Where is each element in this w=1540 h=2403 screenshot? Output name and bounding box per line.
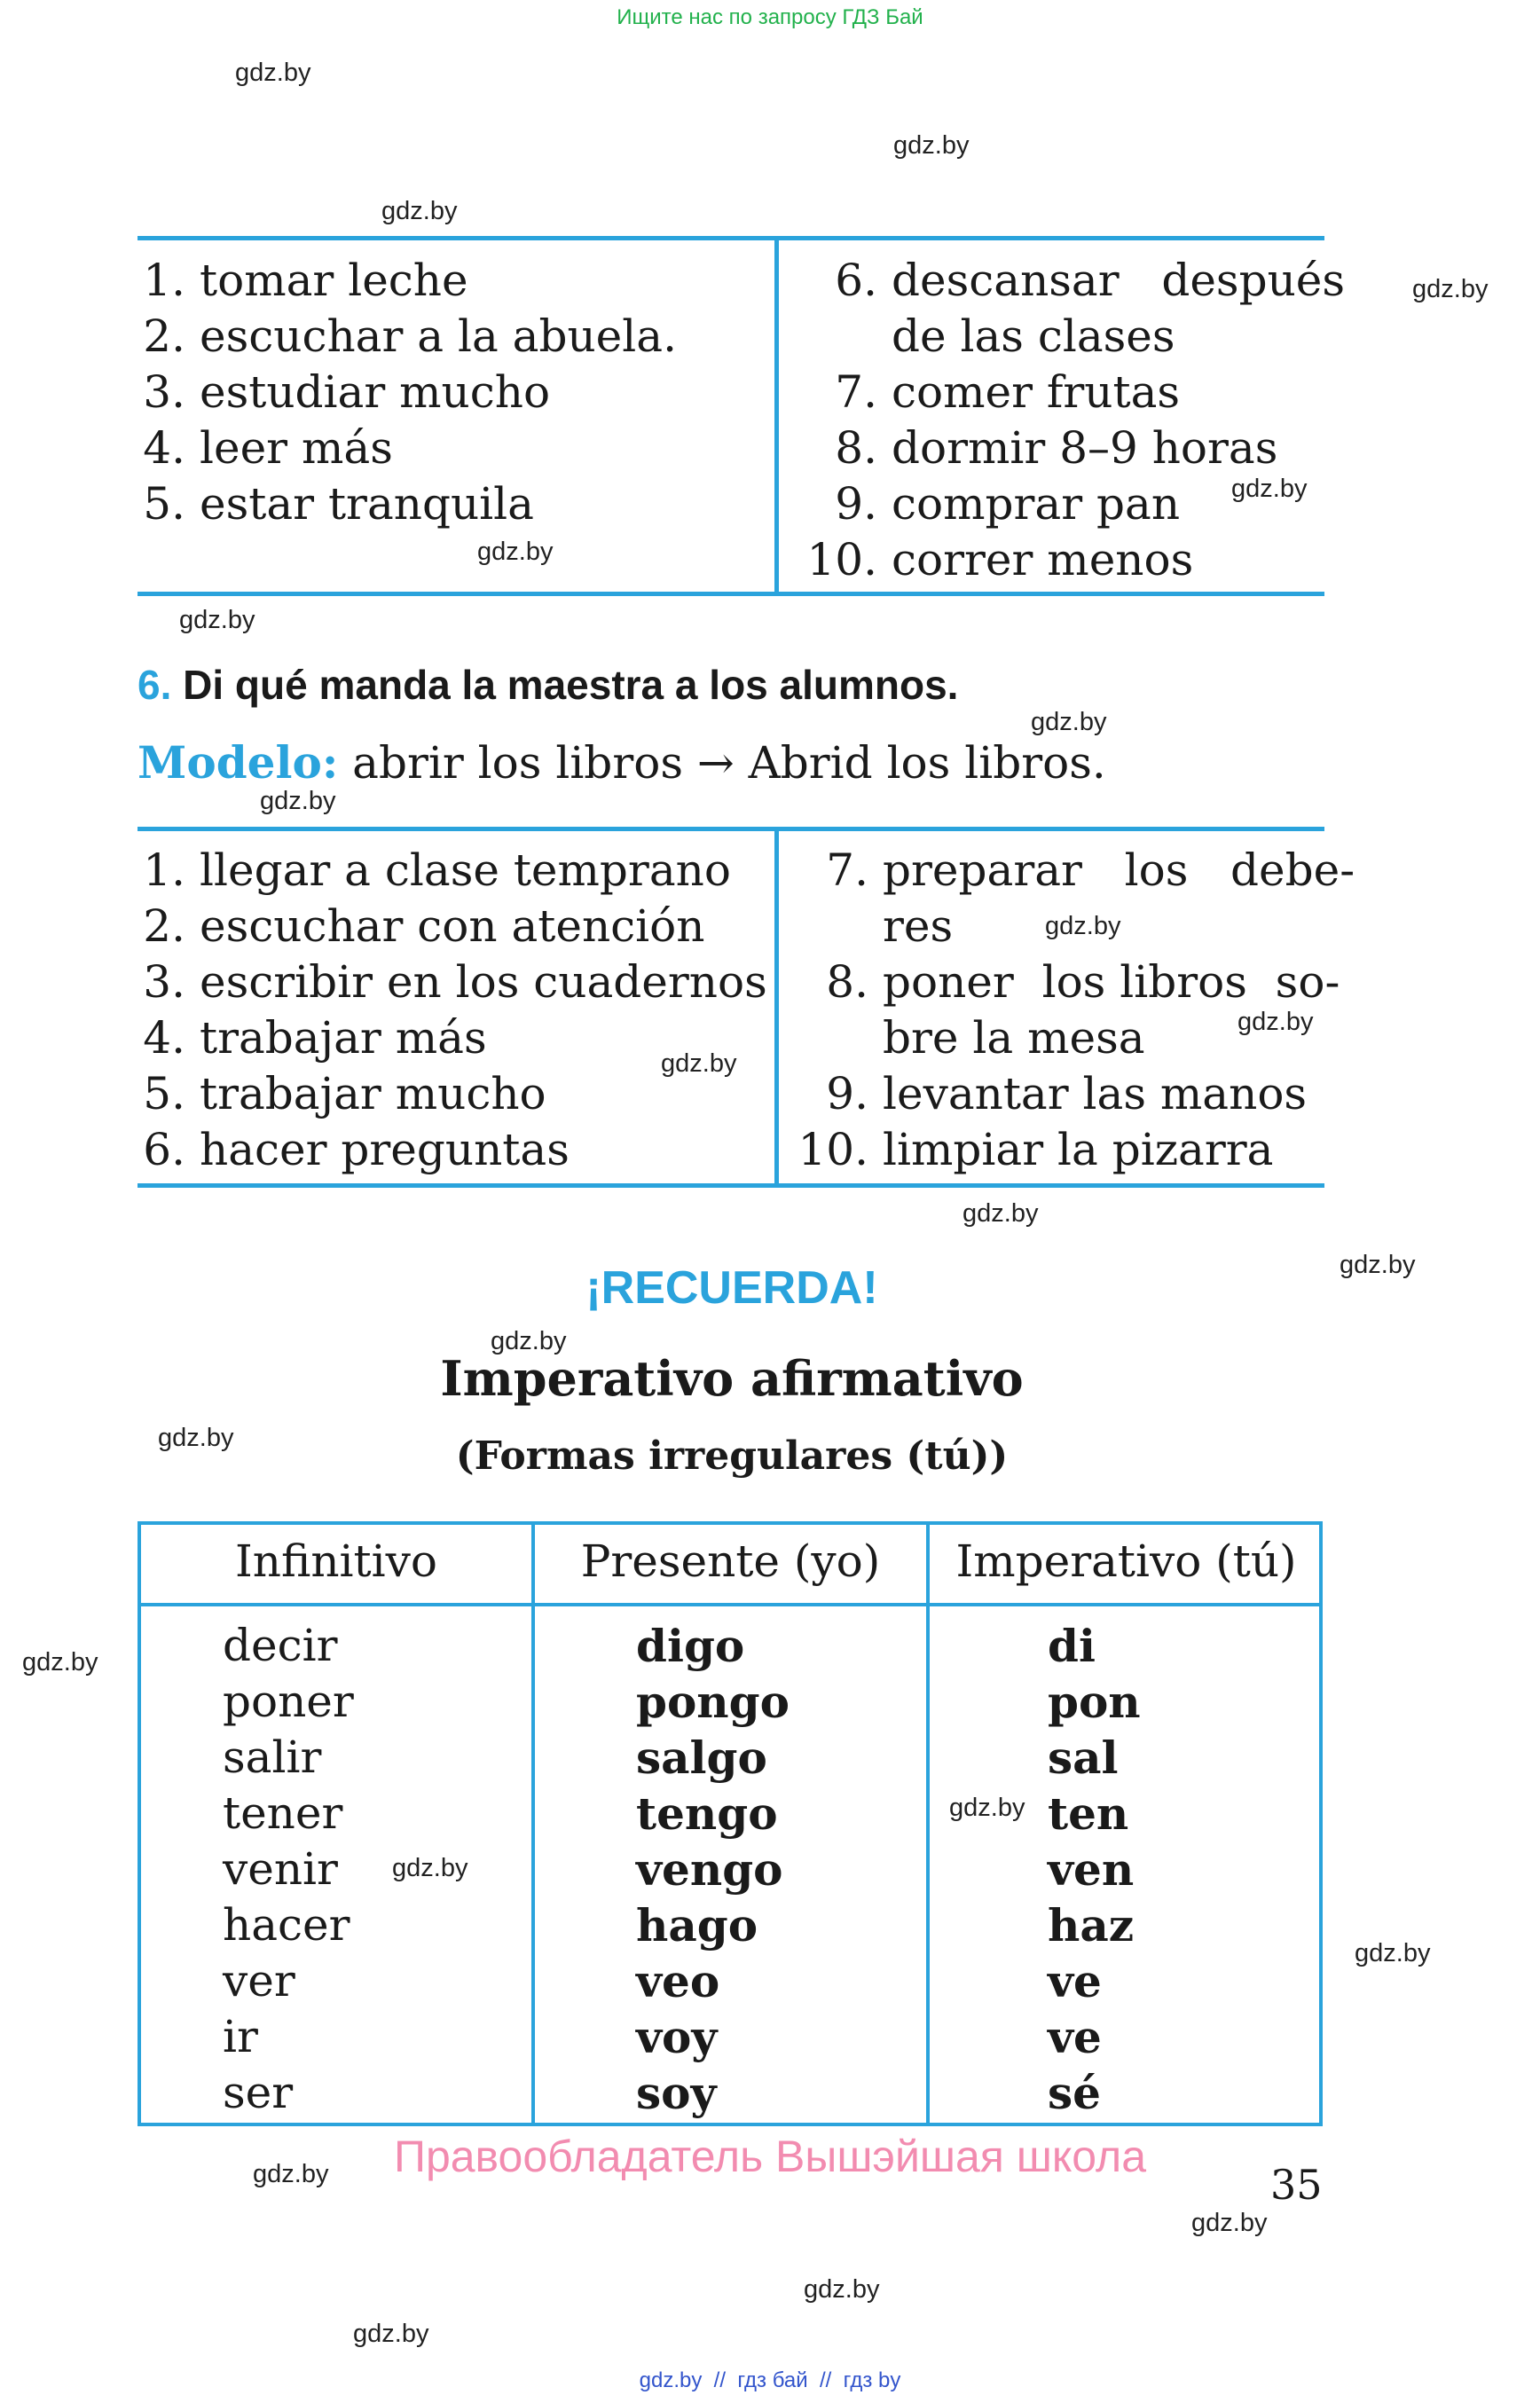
model-label: Modelo: bbox=[138, 736, 339, 789]
table-cell: soy bbox=[636, 2067, 717, 2119]
watermark: gdz.by bbox=[1191, 2209, 1268, 2237]
list-item: 3. estudiar mucho bbox=[143, 366, 551, 418]
table-cell: pongo bbox=[636, 1676, 790, 1728]
header-infinitivo: Infinitivo bbox=[235, 1535, 437, 1587]
list-item: 9. levantar las manos bbox=[826, 1068, 1308, 1119]
table-cell: ser bbox=[223, 2067, 294, 2118]
imperativo-subtitle: (Formas irregulares (tú)) bbox=[455, 1433, 1009, 1479]
watermark: gdz.by bbox=[392, 1854, 468, 1882]
list-item: 10. limpiar la pizarra bbox=[798, 1124, 1274, 1175]
exercise6-model bbox=[138, 736, 1106, 789]
watermark: gdz.by bbox=[962, 1199, 1039, 1228]
list-item: 9. comprar pan bbox=[835, 478, 1181, 530]
table-cell: sé bbox=[1048, 2067, 1101, 2119]
watermark: gdz.by bbox=[22, 1648, 98, 1677]
table-cell: poner bbox=[223, 1676, 354, 1727]
list-item: 5. estar tranquila bbox=[143, 478, 534, 530]
watermark: gdz.by bbox=[477, 538, 554, 566]
watermark: gdz.by bbox=[353, 2320, 429, 2348]
watermark: gdz.by bbox=[949, 1794, 1025, 1822]
table-cell: ten bbox=[1048, 1787, 1129, 1840]
watermark: gdz.by bbox=[1412, 275, 1489, 303]
table-cell: veo bbox=[636, 1955, 720, 2007]
list-item: 2. escuchar a la abuela. bbox=[143, 310, 677, 362]
exercise6-top-rule bbox=[138, 827, 1324, 831]
table-cell: salgo bbox=[636, 1732, 767, 1784]
watermark: gdz.by bbox=[1031, 708, 1107, 736]
table-cell: voy bbox=[636, 2011, 718, 2063]
list-item: 1. llegar a clase temprano bbox=[143, 844, 731, 896]
exercise5-divider bbox=[774, 236, 779, 596]
table-cell: hacer bbox=[223, 1899, 350, 1951]
list-item: 2. escuchar con atención bbox=[143, 900, 705, 952]
watermark: gdz.by bbox=[260, 787, 336, 815]
watermark: gdz.by bbox=[1355, 1939, 1431, 1967]
top-banner: Ищите нас по запросу ГДЗ Бай bbox=[617, 5, 923, 29]
imperativo-table bbox=[138, 1521, 1323, 2126]
watermark: gdz.by bbox=[253, 2160, 329, 2188]
list-item: 8. poner los libros so- bbox=[826, 956, 1340, 1008]
table-cell: hago bbox=[636, 1899, 758, 1951]
list-item: res bbox=[883, 900, 954, 952]
table-divider bbox=[926, 1525, 930, 2123]
exercise5-bottom-rule bbox=[138, 592, 1324, 596]
watermark: gdz.by bbox=[1238, 1008, 1314, 1036]
table-cell: ver bbox=[223, 1955, 295, 2006]
table-cell: ve bbox=[1048, 2011, 1102, 2063]
table-header-rule bbox=[141, 1603, 1319, 1606]
list-item: 4. leer más bbox=[143, 422, 393, 474]
imperativo-column bbox=[1048, 1618, 1141, 2121]
list-item: 6. hacer preguntas bbox=[143, 1124, 570, 1175]
watermark: gdz.by bbox=[381, 197, 458, 225]
table-divider bbox=[531, 1525, 535, 2123]
presente-column bbox=[636, 1618, 790, 2121]
watermark: gdz.by bbox=[1045, 912, 1121, 940]
infinitivo-column bbox=[223, 1618, 354, 2121]
table-cell: venir bbox=[223, 1843, 338, 1895]
watermark: gdz.by bbox=[661, 1049, 737, 1078]
table-cell: di bbox=[1048, 1620, 1096, 1672]
list-item: 10. correr menos bbox=[806, 534, 1194, 585]
watermark: gdz.by bbox=[1340, 1251, 1416, 1279]
table-cell: tener bbox=[223, 1787, 343, 1839]
table-cell: salir bbox=[223, 1732, 322, 1783]
exercise6-divider bbox=[774, 827, 779, 1188]
watermark: gdz.by bbox=[179, 606, 255, 634]
list-item: 1. tomar leche bbox=[143, 255, 468, 306]
model-text: abrir los libros → Abrid los libros. bbox=[338, 737, 1106, 789]
table-cell: ir bbox=[223, 2011, 258, 2062]
copyright-notice: Правообладатель Вышэйшая школа bbox=[394, 2132, 1146, 2181]
list-item: 3. escribir en los cuadernos bbox=[143, 956, 767, 1008]
list-item: bre la mesa bbox=[883, 1012, 1145, 1064]
exercise5-right-column bbox=[794, 253, 1345, 588]
watermark: gdz.by bbox=[893, 131, 970, 160]
list-item: de las clases bbox=[892, 310, 1175, 362]
exercise6-title bbox=[138, 661, 958, 709]
watermark: gdz.by bbox=[158, 1424, 234, 1452]
exercise6-left-column bbox=[138, 843, 767, 1178]
exercise5-left-column bbox=[138, 253, 677, 532]
list-item: 8. dormir 8–9 horas bbox=[835, 422, 1278, 474]
recuerda-heading: ¡RECUERDA! bbox=[585, 1262, 878, 1314]
list-item: 4. trabajar más bbox=[143, 1012, 487, 1064]
table-cell: digo bbox=[636, 1620, 745, 1672]
table-cell: ven bbox=[1048, 1843, 1135, 1896]
list-item: 7. comer frutas bbox=[835, 366, 1181, 418]
exercise5-top-rule bbox=[138, 236, 1324, 240]
table-cell: haz bbox=[1048, 1899, 1135, 1951]
table-cell: vengo bbox=[636, 1843, 783, 1896]
imperativo-title: Imperativo afirmativo bbox=[440, 1350, 1024, 1407]
exercise6-title-text: Di qué manda la maestra a los alumnos. bbox=[183, 662, 959, 708]
watermark: gdz.by bbox=[804, 2275, 880, 2304]
watermark: gdz.by bbox=[491, 1327, 567, 1355]
table-cell: pon bbox=[1048, 1676, 1141, 1728]
watermark: gdz.by bbox=[1231, 475, 1308, 503]
header-imperativo: Imperativo (tú) bbox=[955, 1535, 1297, 1587]
table-cell: sal bbox=[1048, 1732, 1119, 1784]
exercise6-number: 6. bbox=[138, 662, 172, 708]
bottom-banner: gdz.by // гдз бай // гдз by bbox=[639, 2368, 901, 2392]
table-cell: decir bbox=[223, 1620, 338, 1671]
list-item: 5. trabajar mucho bbox=[143, 1068, 546, 1119]
table-cell: ve bbox=[1048, 1955, 1102, 2007]
header-presente: Presente (yo) bbox=[580, 1535, 881, 1587]
exercise6-bottom-rule bbox=[138, 1183, 1324, 1188]
page-number: 35 bbox=[1270, 2161, 1323, 2209]
list-item: 7. preparar los debe- bbox=[826, 844, 1355, 896]
watermark: gdz.by bbox=[235, 59, 311, 87]
table-cell: tengo bbox=[636, 1787, 778, 1840]
exercise6-right-column bbox=[785, 843, 1355, 1178]
list-item: 6. descansar después bbox=[835, 255, 1346, 306]
